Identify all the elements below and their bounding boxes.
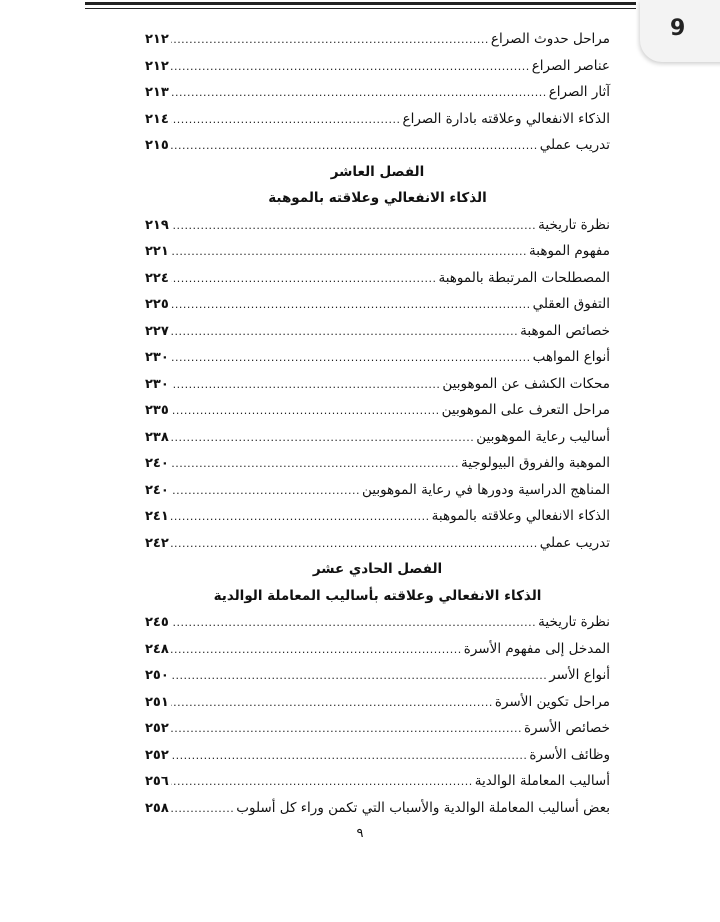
toc-entry-page: ٢٤٨ — [145, 641, 169, 657]
dot-leader — [171, 372, 441, 399]
toc-group-chapter9-end — [145, 26, 610, 159]
toc-entry-title: مراحل تكوين الأسرة — [494, 693, 610, 710]
toc-entry-title: الموهبة والفروق البيولوجية — [460, 455, 610, 471]
toc-entry — [145, 79, 610, 106]
toc-entry — [145, 636, 610, 663]
toc-entry-title: الذكاء الانفعالي وعلاقته بالموهبة — [431, 508, 610, 524]
dot-leader — [171, 398, 440, 425]
toc-group-chapter11 — [145, 609, 610, 821]
toc-entry-page: ٢٤٥ — [145, 615, 169, 630]
toc-entry — [145, 238, 610, 265]
toc-entry-page: ٢١٤ — [145, 111, 169, 127]
toc-entry-page: ٢٣٨ — [145, 429, 169, 445]
toc-entry — [145, 26, 610, 53]
toc-entry — [145, 795, 610, 822]
toc-entry-title: أنواع المواهب — [532, 349, 610, 365]
toc-entry-page: ٢١٢ — [145, 32, 169, 47]
toc-entry — [145, 689, 610, 716]
page-number: ٩ — [356, 826, 364, 841]
toc-entry-title: محكات الكشف عن الموهوبين — [442, 375, 610, 392]
header-rule-thick — [85, 2, 636, 5]
chapter11-title: الذكاء الانفعالي وعلاقته بأساليب المعاملة الوالدية — [213, 587, 542, 604]
toc-entry-title: التفوق العقلي — [532, 296, 610, 312]
toc-entry-title: مراحل التعرف على الموهوبين — [441, 402, 610, 418]
toc-entry-title: خصائص الموهبة — [520, 322, 610, 339]
toc-entry-page: ٢٥١ — [145, 694, 169, 710]
toc-entry — [145, 530, 610, 557]
page-tab-number: 9 — [670, 16, 686, 41]
toc-entry-page: ٢٢٥ — [145, 297, 169, 312]
toc-entry-page: ٢١٥ — [145, 138, 169, 153]
toc-entry — [145, 291, 610, 318]
toc-entry-page: ٢٢٧ — [145, 323, 169, 339]
dot-leader — [171, 266, 437, 293]
toc-entry-page: ٢٤٠ — [145, 482, 169, 498]
toc-entry — [145, 715, 610, 742]
toc-entry-title: بعض أساليب المعاملة الوالدية والأسباب التي تكمن وراء كل أسلوب — [236, 799, 610, 816]
toc-entry-title: أساليب المعاملة الوالدية — [474, 773, 610, 789]
toc-entry — [145, 132, 610, 159]
toc-entry-title: وظائف الأسرة — [529, 746, 610, 763]
chapter10-title: الذكاء الانفعالي وعلاقته بالموهبة — [268, 190, 487, 206]
toc-entry-title: المناهج الدراسية ودورها في رعاية الموهوبين — [361, 481, 610, 498]
toc-entry-title: نظرة تاريخية — [538, 614, 610, 630]
toc-entry-page: ٢٥٠ — [145, 668, 169, 683]
toc-entry-page: ٢٥٢ — [145, 721, 169, 736]
dot-leader — [171, 213, 536, 240]
dot-leader — [171, 610, 536, 637]
toc-entry — [145, 662, 610, 689]
toc-entry — [145, 212, 610, 239]
toc-entry — [145, 265, 610, 292]
dot-leader — [171, 107, 401, 134]
header-rule-thin — [85, 8, 636, 9]
chapter11-heading: الفصل الحادي عشر — [312, 561, 443, 577]
toc-entry — [145, 53, 610, 80]
dot-leader — [171, 796, 234, 823]
dot-leader — [171, 690, 493, 717]
dot-leader — [171, 663, 547, 690]
dot-leader — [171, 27, 489, 54]
dot-leader — [171, 716, 522, 743]
toc-entry — [145, 450, 610, 477]
toc-entry — [145, 371, 610, 398]
toc-entry-title: خصائص الأسرة — [523, 720, 610, 736]
toc-entry — [145, 503, 610, 530]
toc-entry-title: تدريب عملي — [539, 137, 610, 153]
toc-entry-title: المصطلحات المرتبطة بالموهبة — [438, 269, 610, 286]
chapter10-heading: الفصل العاشر — [330, 163, 425, 180]
dot-leader — [171, 345, 531, 372]
dot-leader — [171, 504, 430, 531]
toc-entry-page: ٢٥٢ — [145, 747, 169, 763]
toc-entry — [145, 768, 610, 795]
toc-entry-page: ٢٢٤ — [145, 270, 169, 286]
toc-entry-title: أساليب رعاية الموهوبين — [476, 428, 610, 445]
table-of-contents — [145, 26, 610, 821]
dot-leader — [171, 637, 462, 664]
dot-leader — [171, 451, 459, 478]
toc-entry — [145, 344, 610, 371]
toc-entry-page: ٢٢١ — [145, 244, 169, 259]
toc-entry-title: أنواع الأسر — [549, 667, 610, 683]
toc-entry-page: ٢١٣ — [145, 85, 169, 100]
toc-entry-title: آثار الصراع — [548, 84, 610, 100]
dot-leader — [171, 478, 360, 505]
toc-entry-page: ٢٤٢ — [145, 535, 169, 551]
dot-leader — [171, 425, 474, 452]
toc-entry — [145, 424, 610, 451]
toc-entry-page: ٢٣٠ — [145, 376, 169, 392]
dot-leader — [171, 80, 547, 107]
dot-leader — [171, 531, 538, 558]
toc-entry-page: ٢٤١ — [145, 509, 169, 524]
toc-entry — [145, 609, 610, 636]
toc-entry-title: مفهوم الموهبة — [529, 243, 610, 259]
toc-entry-title: عناصر الصراع — [531, 57, 610, 74]
dot-leader — [171, 743, 528, 770]
toc-entry-page: ٢٥٦ — [145, 774, 169, 789]
toc-entry — [145, 742, 610, 769]
dot-leader — [171, 292, 531, 319]
toc-entry-title: تدريب عملي — [539, 534, 610, 551]
toc-group-chapter10 — [145, 212, 610, 557]
toc-entry-page: ٢٤٠ — [145, 456, 169, 471]
dot-leader — [171, 133, 538, 160]
toc-entry-page: ٢٣٠ — [145, 350, 169, 365]
toc-entry-page: ٢١٢ — [145, 58, 169, 74]
dot-leader — [171, 319, 518, 346]
toc-entry — [145, 106, 610, 133]
dot-leader — [171, 54, 530, 81]
dot-leader — [171, 769, 473, 796]
toc-entry-page: ٢٥٨ — [145, 800, 169, 816]
page-tab — [640, 0, 720, 62]
toc-entry-title: المدخل إلى مفهوم الأسرة — [463, 640, 610, 657]
toc-entry — [145, 318, 610, 345]
toc-entry — [145, 397, 610, 424]
toc-entry-title: مراحل حدوث الصراع — [490, 31, 610, 47]
toc-entry-title: الذكاء الانفعالي وعلاقته بادارة الصراع — [402, 110, 610, 127]
toc-entry-title: نظرة تاريخية — [538, 216, 610, 233]
toc-entry-page: ٢١٩ — [145, 217, 169, 233]
dot-leader — [171, 239, 527, 266]
toc-entry — [145, 477, 610, 504]
toc-entry-page: ٢٣٥ — [145, 403, 169, 418]
